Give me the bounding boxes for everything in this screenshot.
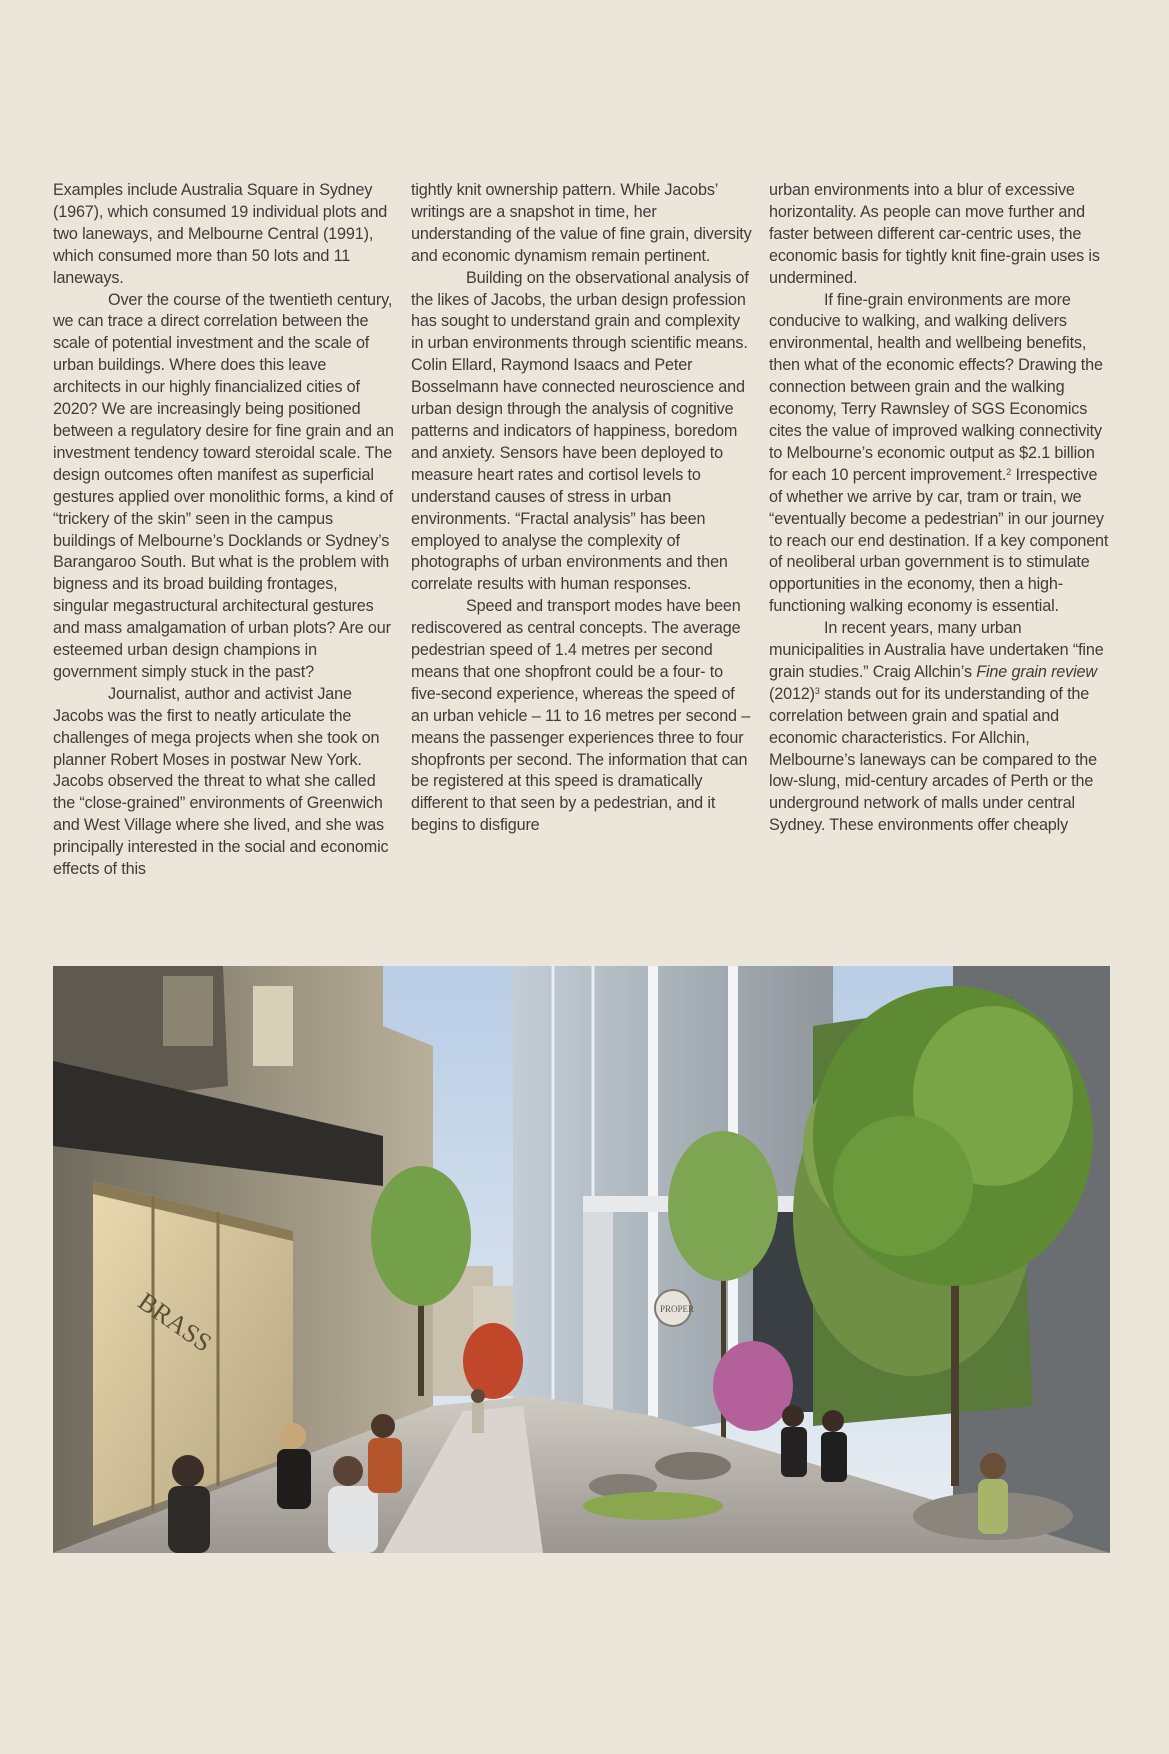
text-column-2	[411, 180, 754, 881]
article-body	[53, 180, 1112, 881]
paragraph-text: Irrespective of whether we arrive by car, tram or train, we “eventually become a pedestrian” in our journey to reach our end destination. If a key component of neoliberal urban government is to stimulate opportunities in the economy, then a high-functioning walking economy is essential.	[769, 465, 1109, 616]
publication-title: Fine grain review	[976, 662, 1097, 681]
paragraph: Building on the observational analysis of the likes of Jacobs, the urban design profession has sought to understand grain and complexity in urban environments through scientific means. Colin Ellard, Raymond Isaacs and Peter Bosselmann have connected neuroscience and urban design through the analysis of cognitive patterns and indicators of happiness, boredom and anxiety. Sensors have been deployed to measure heart rates and cortisol levels to understand causes of stress in urban environments. “Fractal analysis” has been employed to analyse the complexity of photographs of urban environments and then correlate results with human responses.	[411, 268, 749, 594]
paragraph: Journalist, author and activist Jane Jacobs was the first to neatly articulate the challenges of mega projects when she took on planner Robert Moses in postwar New York. Jacobs observed the threat to what she called the “close-grained” environments of Greenwich and West Village where she lived, and she was principally interested in the social and economic effects of this	[53, 684, 389, 879]
text-column-3	[769, 180, 1112, 881]
footnote-marker: 2	[1006, 466, 1012, 477]
paragraph: Over the course of the twentieth century, we can trace a direct correlation between the scale of potential investment and the scale of urban buildings. Where does this leave architects in our highly financialized cities of 2020? We are increasingly being positioned between a regulatory desire for fine grain and an investment tendency toward steroidal scale. The design outcomes often manifest as superficial gestures applied over monolithic forms, a kind of “trickery of the skin” seen in the campus buildings of Melbourne’s Docklands or Sydney’s Barangaroo South. But what is the problem with bigness and its broad building frontages, singular megastructural architectural gestures and mass amalgamation of urban plots? Are our esteemed urban design champions in government simply stuck in the past?	[53, 290, 394, 681]
laneway-rendering-photo	[53, 966, 1110, 1553]
paragraph-text: If fine-grain environments are more conducive to walking, and walking delivers environmental, health and wellbeing benefits, then what of the economic effects? Drawing the connection between grain and the walking economy, Terry Rawnsley of SGS Economics cites the value of improved walking connectivity to Melbourne’s economic output as $2.1 billion for each 10 percent improvement.	[769, 290, 1103, 484]
footnote-marker: 3	[814, 685, 820, 696]
paragraph	[769, 618, 1112, 837]
paragraph: Examples include Australia Square in Sydney (1967), which consumed 19 individual plots and two laneways, and Melbourne Central (1991), which consumed more than 50 lots and 11 laneways.	[53, 181, 388, 287]
paragraph-text: stands out for its understanding of the correlation between grain and spatial and economic characteristics. For Allchin, Melbourne’s laneways can be compared to the low-slung, mid-century arcades of Perth or the underground network of malls under central Sydney. These environments offer cheaply	[769, 684, 1097, 835]
paragraph: tightly knit ownership pattern. While Jacobs’ writings are a snapshot in time, her understanding of the value of fine grain, diversity and economic dynamism remain pertinent.	[411, 181, 752, 265]
paragraph-text: In recent years, many urban municipalities in Australia have undertaken “fine grain studies.” Craig Allchin’s	[769, 619, 1104, 681]
paragraph: urban environments into a blur of excessive horizontality. As people can move further and faster between different car-centric uses, the economic basis for tightly knit fine-grain uses is undermined.	[769, 181, 1100, 287]
paragraph	[769, 290, 1112, 619]
paragraph-text: (2012)	[769, 684, 815, 703]
text-column-1	[53, 180, 396, 881]
paragraph: Speed and transport modes have been rediscovered as central concepts. The average pedestrian speed of 1.4 metres per second means that one shopfront could be a four- to five-second experience, whereas the speed of an urban vehicle – 11 to 16 metres per second – means the passenger experiences three to four shopfronts per second. The information that can be registered at this speed is dramatically different to that seen by a pedestrian, and it begins to disfigure	[411, 597, 751, 835]
hanging-sign-text: PROPER	[660, 1304, 695, 1314]
shop-sign-text: BRASS	[132, 1286, 217, 1358]
